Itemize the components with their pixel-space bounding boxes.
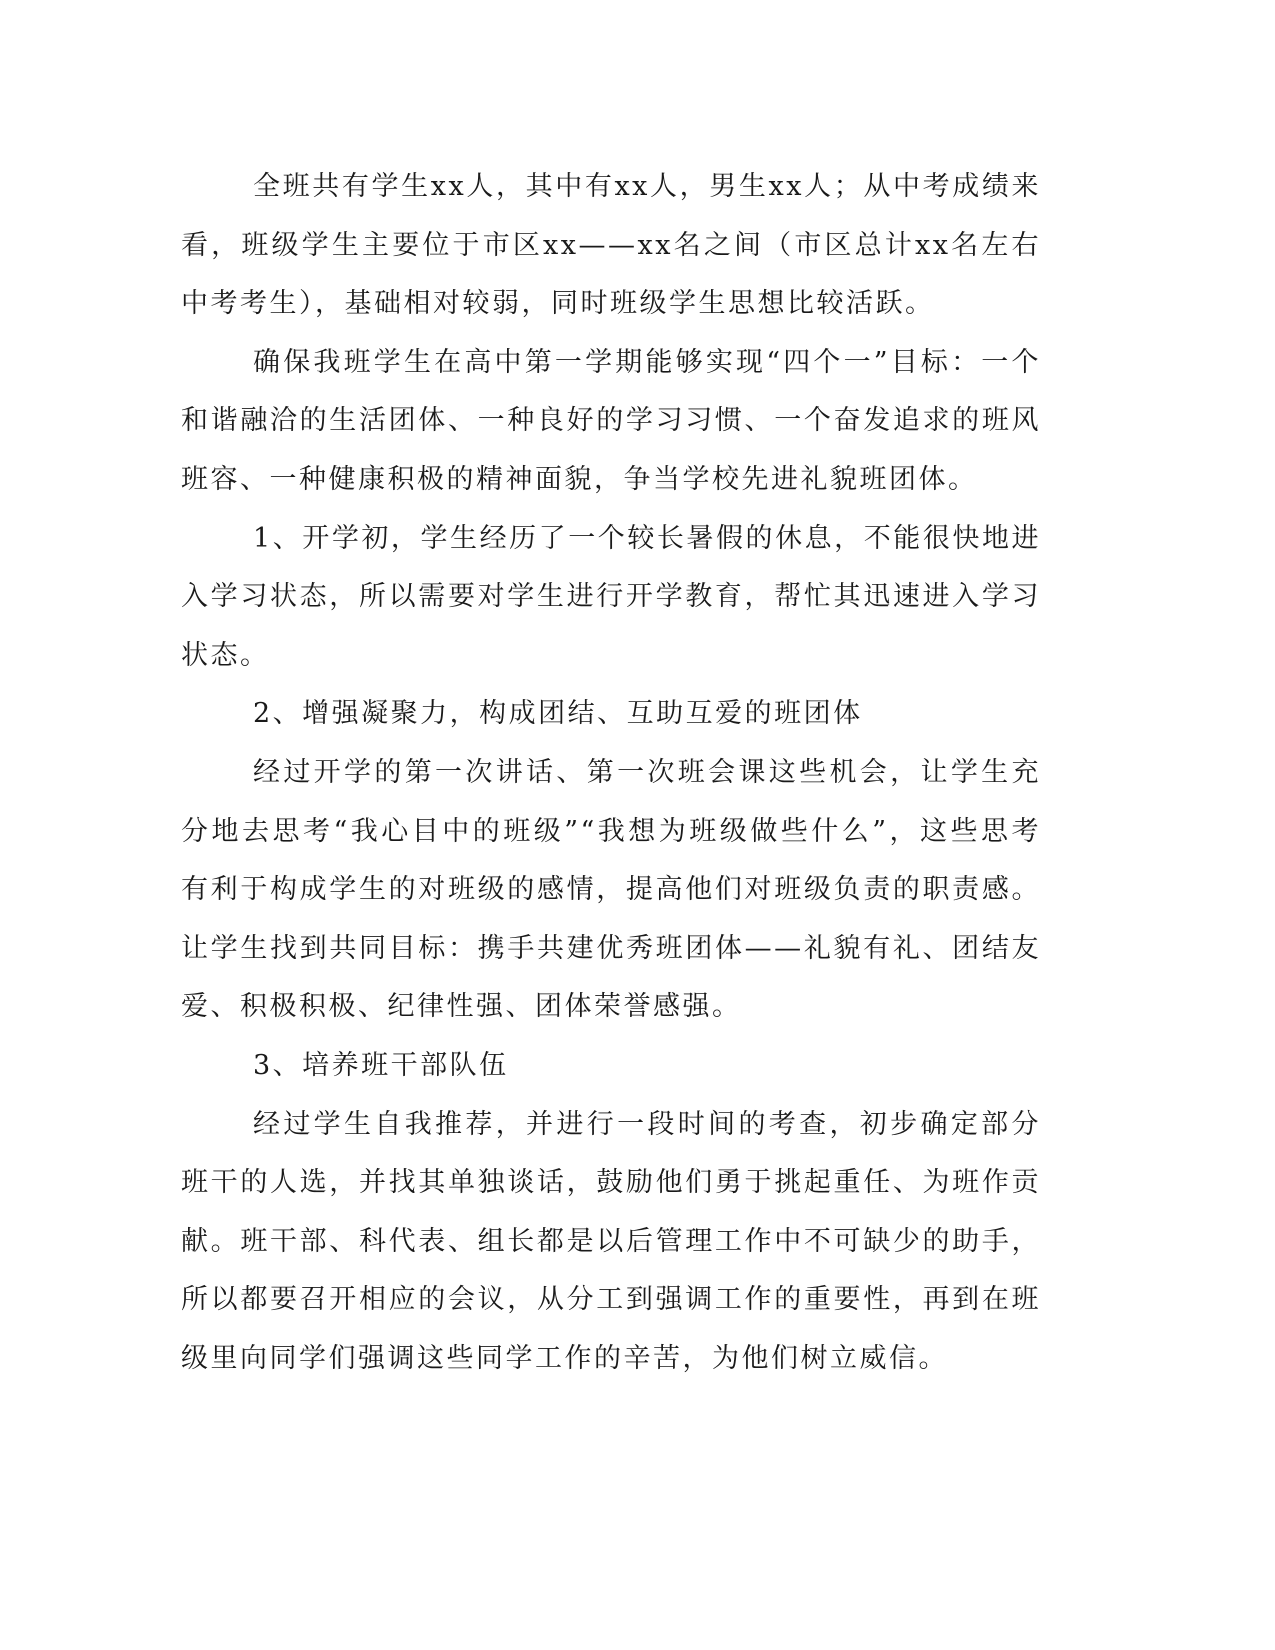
paragraph-class-leaders: 经过学生自我推荐，并进行一段时间的考查，初步确定部分班干的人选，并找其单独谈话，鼓励他们勇于挑起重任、为班作贡献。班干部、科代表、组长都是以后管理工作中不可缺少的助手，所以都要召开相应的会议，从分工到强调工作的重要性，再到在班级里向同学们强调这些同学工作的辛苦，为他们树立威信。 [181,1108,1041,1374]
paragraph-class-overview: 全班共有学生xx人，其中有xx人，男生xx人；从中考成绩来看，班级学生主要位于市区xx——xx名之间（市区总计xx名左右中考考生），基础相对较弱，同时班级学生思想比较活跃。 [181,171,1041,320]
paragraph-cohesion: 经过开学的第一次讲话、第一次班会课这些机会，让学生充分地去思考“我心目中的班级”“我想为班级做些什么”，这些思考有利于构成学生的对班级的感情，提高他们对班级负责的职责感。让学生找到共同目标：携手共建优秀班团体——礼貌有礼、团结友爱、积极积极、纪律性强、团体荣誉感强。 [181,756,1041,1023]
paragraph-heading-2: 2、增强凝聚力，构成团结、互助互爱的班团体 [253,698,863,730]
paragraph-item-1: 1、开学初，学生经历了一个较长暑假的休息，不能很快地进入学习状态，所以需要对学生进行开学教育，帮忙其迅速进入学习状态。 [181,522,1041,671]
paragraph-heading-3: 3、培养班干部队伍 [253,1049,509,1081]
document-body [181,158,1041,1388]
paragraph-goals: 确保我班学生在高中第一学期能够实现“四个一”目标：一个和谐融洽的生活团体、一种良好的学习习惯、一个奋发追求的班风班容、一种健康积极的精神面貌，争当学校先进礼貌班团体。 [181,346,1041,495]
